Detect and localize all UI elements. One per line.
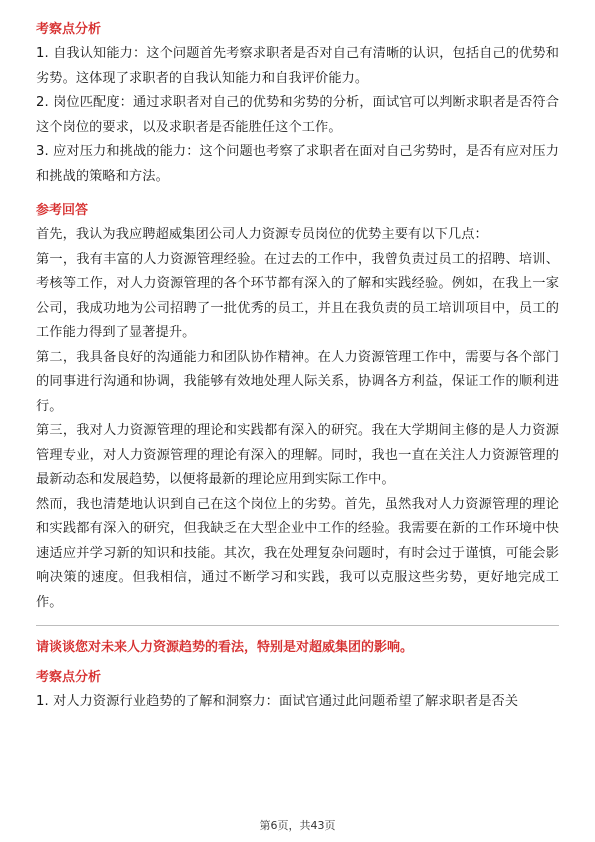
analysis2-point-1: 1. 对人力资源行业趋势的了解和洞察力：面试官通过此问题希望了解求职者是否关 — [36, 694, 519, 709]
analysis-point-1: 1. 自我认知能力：这个问题首先考察求职者是否对自己有清晰的认识，包括自己的优势和劣势。这体现了求职者的自我认知能力和自我评价能力。 — [36, 46, 559, 86]
section-heading-analysis: 考察点分析 — [36, 22, 102, 37]
analysis-point-3: 3. 应对压力和挑战的能力：这个问题也考察了求职者在面对自己劣势时，是否有应对压力和挑战的策略和方法。 — [36, 144, 559, 184]
answer-paragraph-intro: 首先，我认为我应聘超威集团公司人力资源专员岗位的优势主要有以下几点： — [36, 227, 488, 242]
answer-paragraph-first: 第一，我有丰富的人力资源管理经验。在过去的工作中，我曾负责过员工的招聘、培训、考核等工作，对人力资源管理的各个环节都有深入的了解和实践经验。例如，在我上一家公司，我成功地为公司招聘了一批优秀的员工，并且在我负责的员工培训项目中，员工的工作能力得到了显著提升。 — [36, 251, 559, 340]
answer-paragraph-third: 第三，我对人力资源管理的理论和实践都有深入的研究。我在大学期间主修的是人力资源管理专业，对人力资源管理的理论有深入的理解。同时，我也一直在关注人力资源管理的最新动态和发展趋势，以便将最新的理论应用到实际工作中。 — [36, 423, 559, 487]
interview-question: 请谈谈您对未来人力资源趋势的看法，特别是对超威集团的影响。 — [36, 640, 414, 655]
answer-paragraph-weakness: 然而，我也清楚地认识到自己在这个岗位上的劣势。首先，虽然我对人力资源管理的理论和实践都有深入的研究，但我缺乏在大型企业中工作的经验。我需要在新的工作环境中快速适应并学习新的知识和技能。其次，我在处理复杂问题时，有时会过于谨慎，可能会影响决策的速度。但我相信，通过不断学习和实践，我可以克服这些劣势，更好地完成工作。 — [36, 496, 559, 610]
section-heading-analysis-2: 考察点分析 — [36, 670, 102, 685]
page-number-footer: 第6页，共43页 — [259, 819, 336, 832]
answer-paragraph-second: 第二，我具备良好的沟通能力和团队协作精神。在人力资源管理工作中，需要与各个部门的同事进行沟通和协调，我能够有效地处理人际关系，协调各方利益，保证工作的顺利进行。 — [36, 349, 559, 414]
section-heading-answer: 参考回答 — [36, 203, 89, 218]
document-page — [36, 20, 559, 715]
section-divider — [36, 625, 559, 626]
analysis-point-2: 2. 岗位匹配度：通过求职者对自己的优势和劣势的分析，面试官可以判断求职者是否符合这个岗位的要求，以及求职者是否能胜任这个工作。 — [36, 95, 559, 135]
